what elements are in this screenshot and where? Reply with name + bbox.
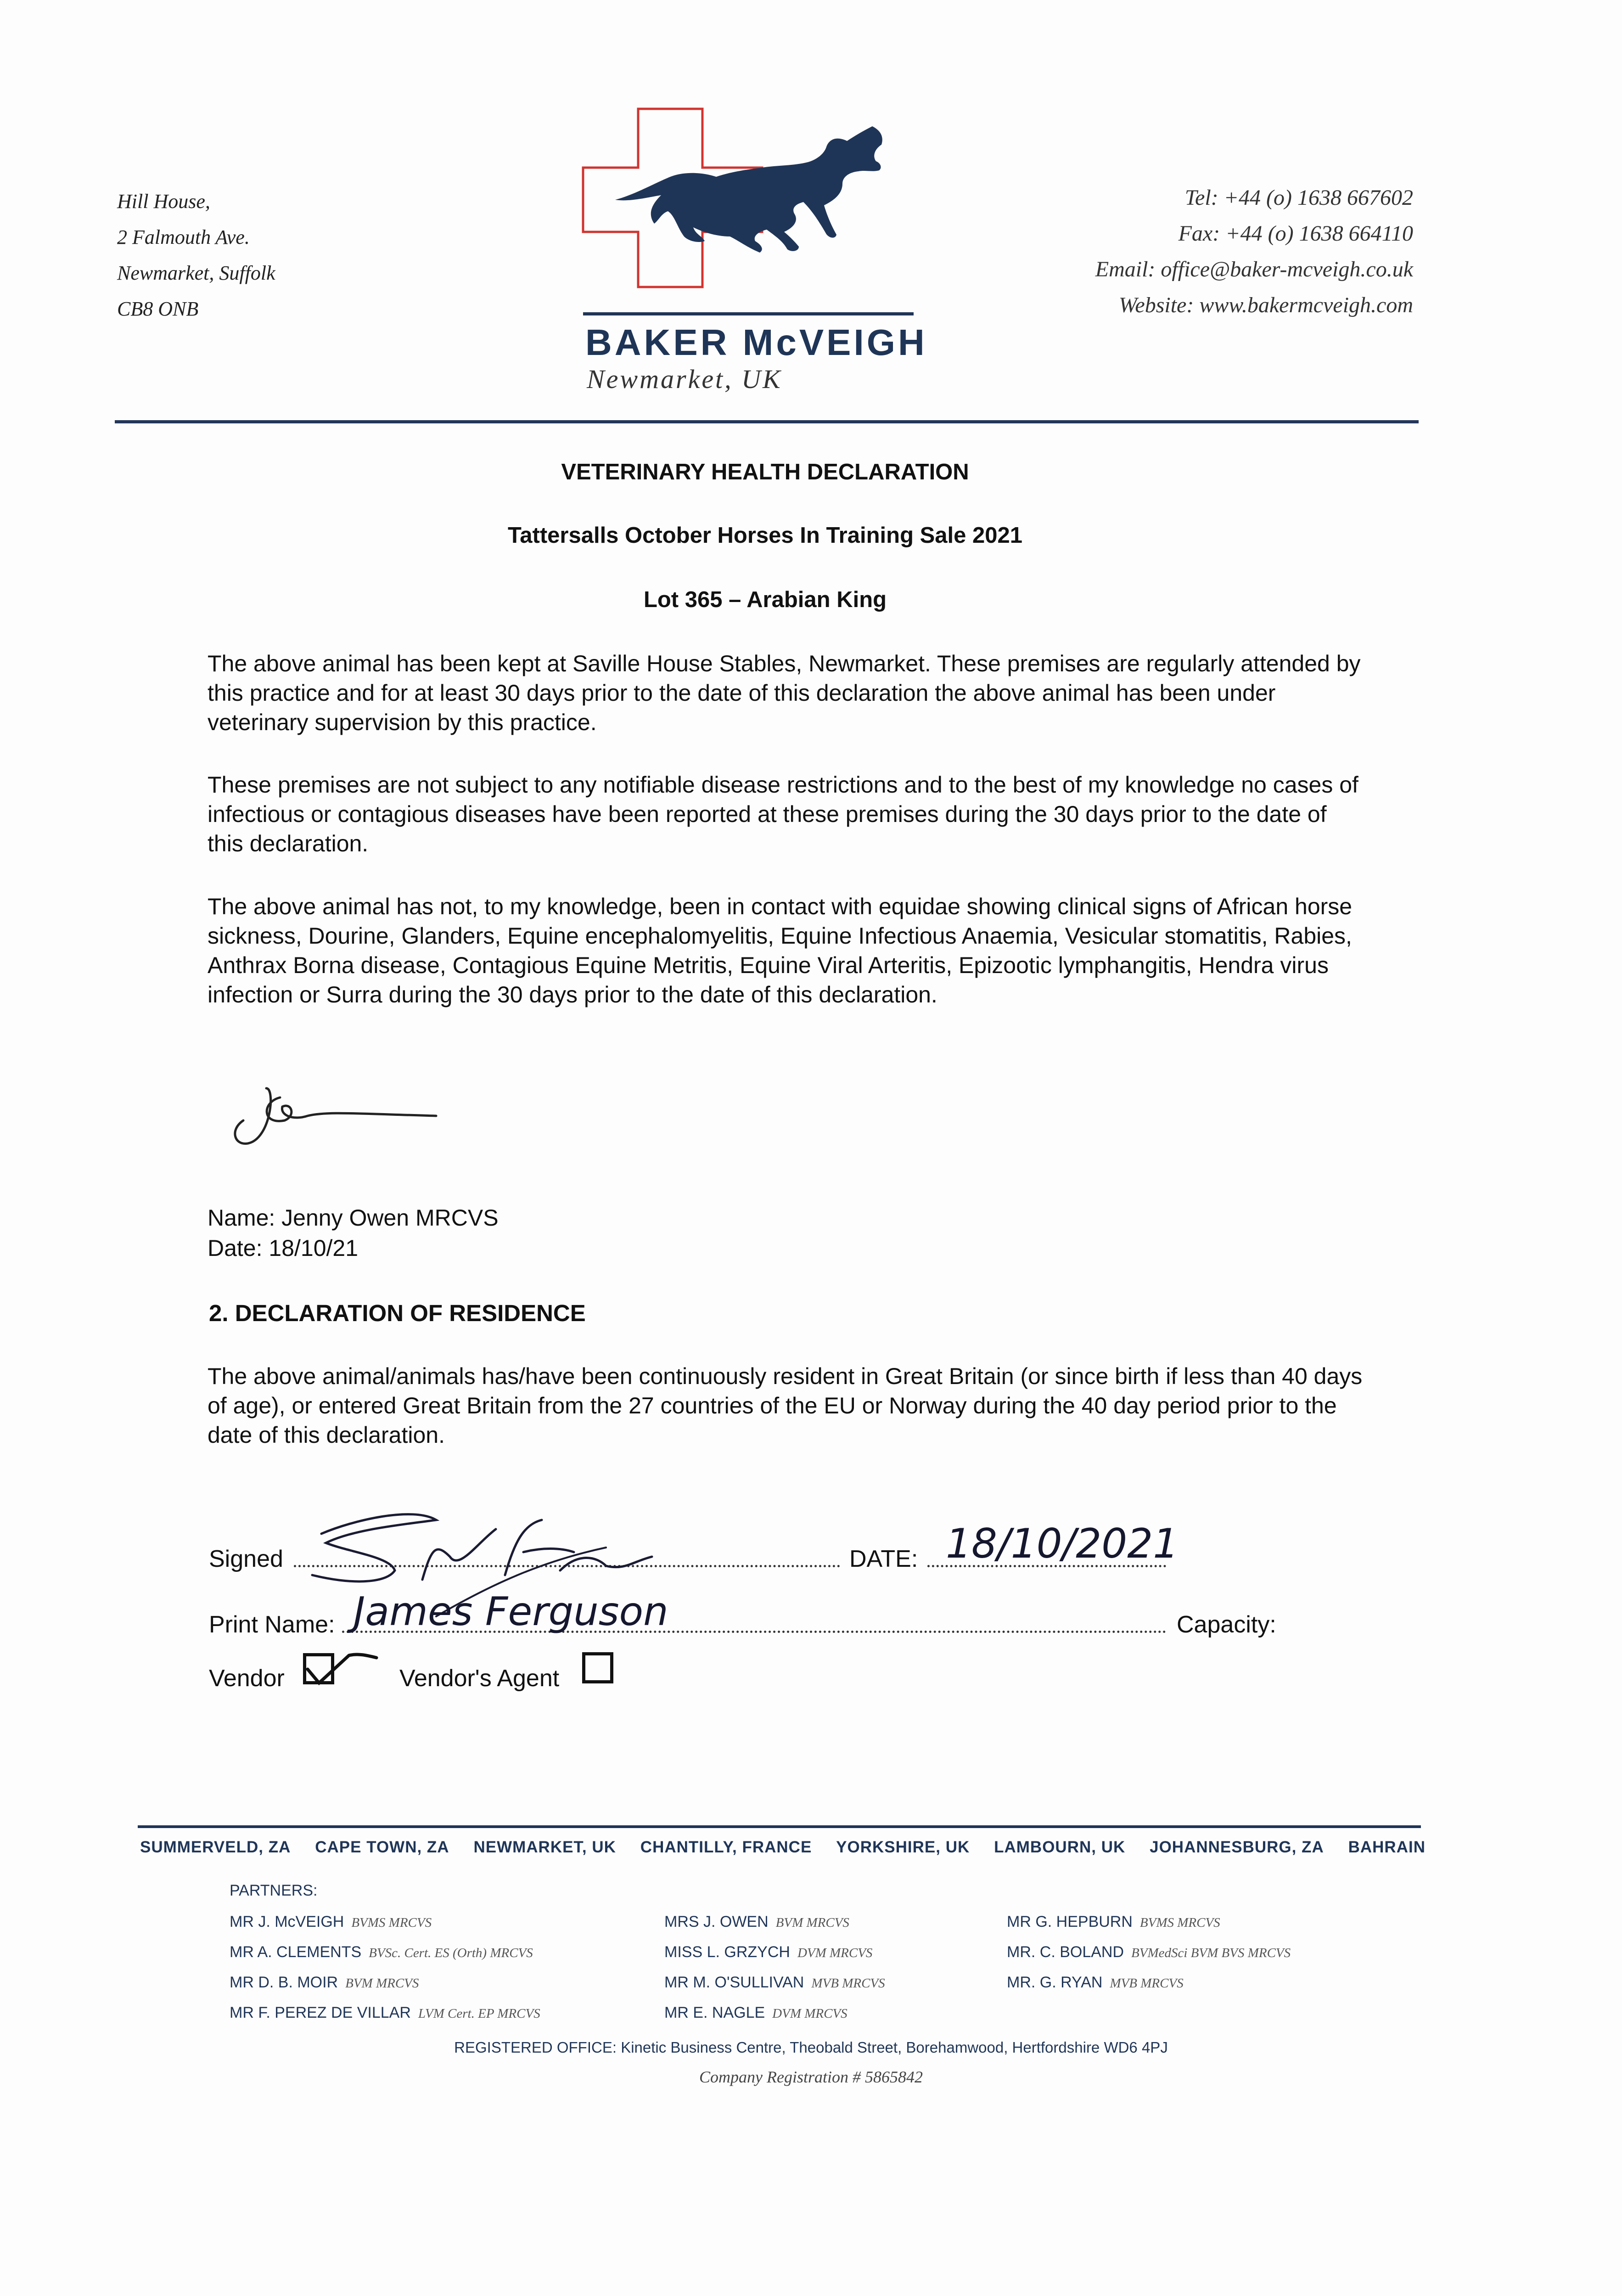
address-line: 2 Falmouth Ave. — [117, 226, 250, 248]
partner — [1007, 1968, 1291, 1998]
address-line: Newmarket, Suffolk — [117, 262, 275, 284]
declaration-paragraph: These premises are not subject to any notifiable disease restrictions and to the best of my knowledge no cases of infectious or contagious diseases have been reported at these premises during the 30 days prior to the date of this declaration. — [208, 772, 1358, 856]
office-locations — [140, 1838, 1426, 1857]
declaration-paragraph: The above animal has not, to my knowledge, been in contact with equidae showing clinical signs of African horse sickness, Dourine, Glanders, Equine encephalomyelitis, Equine Infectious Anaemia, Vesicular stomatitis, Rabies, Anthrax Borna disease, Contagious Equine Metritis, Equine Viral Arteritis, Epizootic lymphangitis, Hendra virus infection or Surra during the 30 days prior to the date of this declaration. — [208, 894, 1353, 1007]
partner — [230, 1907, 540, 1937]
sale-name: Tattersalls October Horses In Training Sale 2021 — [507, 523, 1023, 548]
sender-address — [117, 184, 275, 327]
partner — [664, 1907, 885, 1937]
partner-quals: BVMS MRCVS — [1139, 1915, 1220, 1930]
contact-details — [1095, 180, 1413, 323]
partner-name: MR. G. RYAN — [1007, 1974, 1103, 1991]
location: SUMMERVELD, ZA — [140, 1838, 291, 1856]
contact-website: Website: www.bakermcveigh.com — [1118, 293, 1413, 317]
location: JOHANNESBURG, ZA — [1150, 1838, 1324, 1856]
partner-quals: DVM MRCVS — [772, 2006, 847, 2021]
location: LAMBOURN, UK — [994, 1838, 1126, 1856]
partner-quals: BVM MRCVS — [775, 1915, 849, 1930]
location: CHANTILLY, FRANCE — [640, 1838, 812, 1856]
contact-tel: Tel: +44 (o) 1638 667602 — [1184, 186, 1413, 210]
partner-name: MR A. CLEMENTS — [230, 1943, 362, 1961]
check-mark-icon — [298, 1646, 381, 1692]
capacity-label: Capacity: — [1177, 1611, 1276, 1638]
partner-name: MISS L. GRZYCH — [664, 1943, 790, 1961]
partners-column — [664, 1907, 885, 2028]
brand-location: Newmarket, UK — [587, 364, 782, 394]
declaration-paragraph: The above animal has been kept at Saville House Stables, Newmarket. These premises are regularly attended by this practice and for at least 30 days prior to the date of this declaration the above animal has been under veterinary supervision by this practice. — [208, 651, 1361, 735]
partners-heading: PARTNERS: — [230, 1882, 318, 1899]
partner-quals: LVM Cert. EP MRCVS — [418, 2006, 540, 2021]
partner-quals: MVB MRCVS — [811, 1976, 885, 1991]
partner-name: MRS J. OWEN — [664, 1913, 769, 1930]
vendor-agent-label: Vendor's Agent — [399, 1665, 560, 1692]
brand-name: BAKER McVEIGH — [585, 322, 927, 363]
location: CAPE TOWN, ZA — [315, 1838, 449, 1856]
partner — [1007, 1937, 1291, 1968]
registered-office: REGISTERED OFFICE: Kinetic Business Centre, Theobald Street, Borehamwood, Hertfordshire WD6 4PJ — [454, 2039, 1168, 2056]
signed-label: Signed — [209, 1546, 283, 1572]
partner-name: MR J. McVEIGH — [230, 1913, 344, 1930]
partner-quals: BVSc. Cert. ES (Orth) MRCVS — [369, 1946, 533, 1960]
vet-name: Name: Jenny Owen MRCVS — [208, 1205, 499, 1231]
partner-name: MR E. NAGLE — [664, 2004, 765, 2021]
vendor-agent-checkbox[interactable] — [582, 1652, 613, 1683]
partner — [230, 1968, 540, 1998]
partner — [230, 1937, 540, 1968]
residence-heading: 2. DECLARATION OF RESIDENCE — [209, 1300, 586, 1326]
lot-title: Lot 365 – Arabian King — [643, 587, 887, 612]
partner-name: MR G. HEPBURN — [1007, 1913, 1133, 1930]
header-divider — [115, 420, 1419, 423]
date-value: 18/10/2021 — [946, 1520, 1179, 1567]
partner-name: MR M. O'SULLIVAN — [664, 1974, 804, 1991]
vet-date: Date: 18/10/21 — [208, 1235, 359, 1261]
partner-quals: BVMedSci BVM BVS MRCVS — [1131, 1946, 1291, 1960]
partner-quals: DVM MRCVS — [797, 1946, 873, 1960]
declaration-title: VETERINARY HEALTH DECLARATION — [561, 460, 969, 484]
print-name-value: James Ferguson — [354, 1589, 668, 1635]
contact-fax: Fax: +44 (o) 1638 664110 — [1178, 221, 1413, 246]
partner — [230, 1998, 540, 2028]
address-line: CB8 ONB — [117, 298, 199, 320]
galloping-horse-icon — [615, 126, 882, 253]
partner-quals: BVM MRCVS — [345, 1976, 419, 1991]
partner-name: MR F. PEREZ DE VILLAR — [230, 2004, 411, 2021]
location: BAHRAIN — [1348, 1838, 1426, 1856]
vet-signature — [216, 1070, 455, 1162]
vendor-label: Vendor — [209, 1665, 285, 1692]
residence-text: The above animal/animals has/have been continuously resident in Great Britain (or since birth if less than 40 days of age), or entered Great Britain from the 27 countries of the EU or Norway during the 40 day period prior to the date of this declaration. — [208, 1363, 1363, 1448]
contact-email: Email: office@baker-mcveigh.co.uk — [1095, 257, 1413, 281]
partner — [664, 1968, 885, 1998]
partner-name: MR. C. BOLAND — [1007, 1943, 1124, 1961]
location: NEWMARKET, UK — [473, 1838, 616, 1856]
partner-quals: BVMS MRCVS — [351, 1915, 432, 1930]
partners-column — [230, 1907, 540, 2028]
partner-quals: MVB MRCVS — [1110, 1976, 1184, 1991]
company-registration: Company Registration # 5865842 — [699, 2068, 923, 2086]
partner — [664, 1937, 885, 1968]
partner-name: MR D. B. MOIR — [230, 1974, 338, 1991]
address-line: Hill House, — [117, 190, 210, 213]
date-label: DATE: — [849, 1546, 918, 1572]
print-name-label: Print Name: — [209, 1611, 335, 1638]
partner — [1007, 1907, 1291, 1937]
horse-cross-logo — [578, 103, 918, 324]
partner — [664, 1998, 885, 2028]
footer-divider — [138, 1825, 1421, 1828]
partners-column — [1007, 1907, 1291, 1998]
location: YORKSHIRE, UK — [836, 1838, 970, 1856]
